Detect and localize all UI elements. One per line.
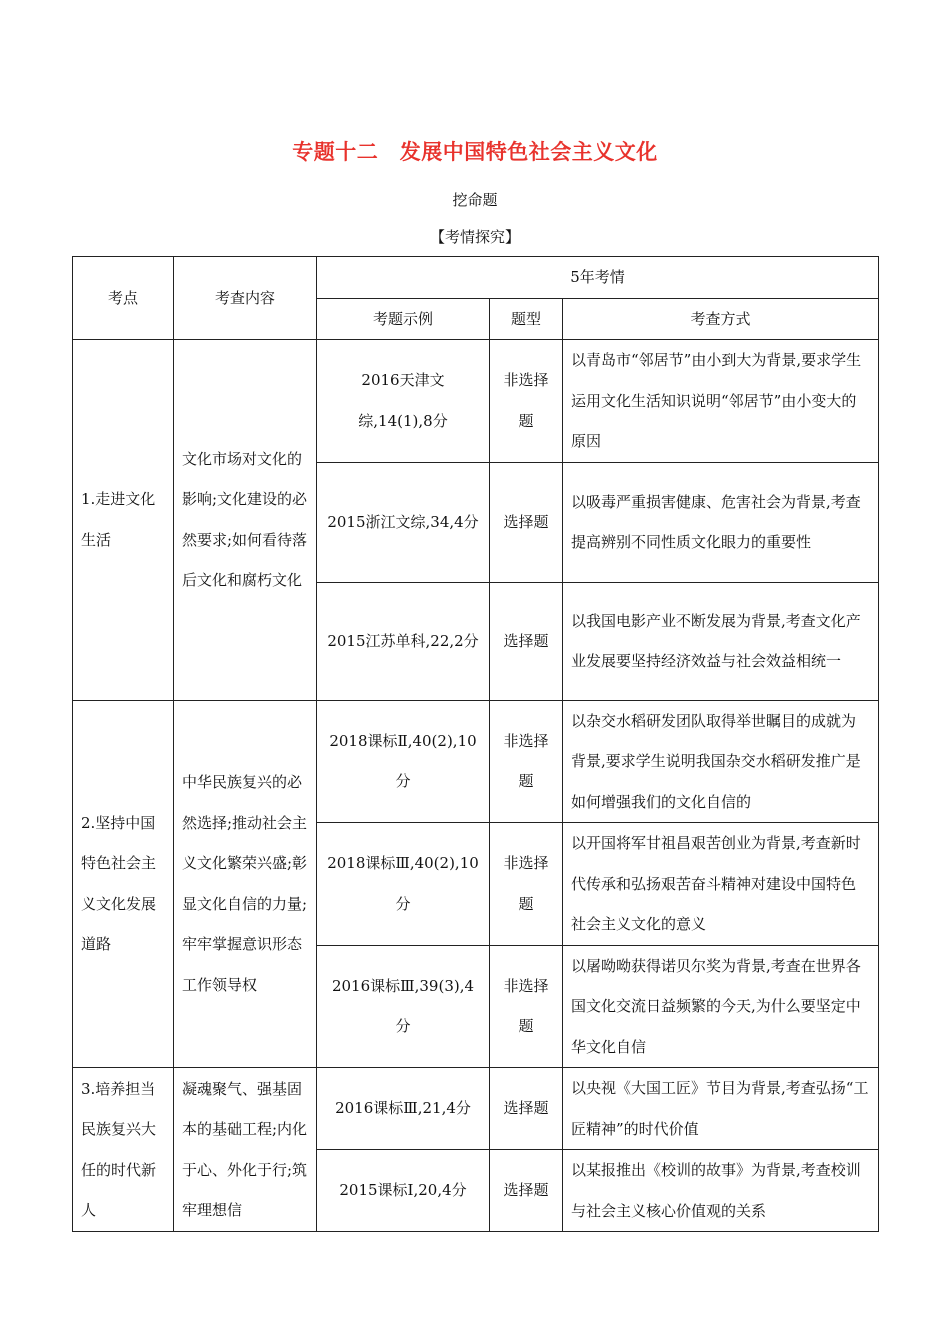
type-cell: 选择题 (490, 582, 563, 700)
type-cell: 非选择题 (490, 700, 563, 823)
method-cell: 以央视《大国工匠》节目为背景,考查弘扬“工匠精神”的时代价值 (563, 1068, 879, 1150)
method-cell: 以我国电影产业不断发展为背景,考查文化产业发展要坚持经济效益与社会效益相统一 (563, 582, 879, 700)
header-example: 考题示例 (317, 298, 490, 340)
section-heading: 【考情探究】 (429, 228, 520, 246)
method-cell: 以某报推出《校训的故事》为背景,考查校训与社会主义核心价值观的关系 (563, 1150, 879, 1232)
type-cell: 非选择题 (490, 340, 563, 463)
method-cell: 以吸毒严重损害健康、危害社会为背景,考查提高辨别不同性质文化眼力的重要性 (563, 462, 879, 582)
header-content: 考查内容 (174, 257, 317, 340)
table-row (73, 700, 879, 823)
header-five-year: 5年考情 (317, 257, 879, 299)
header-method: 考查方式 (563, 298, 879, 340)
header-point: 考点 (73, 257, 174, 340)
method-cell: 以开国将军甘祖昌艰苦创业为背景,考查新时代传承和弘扬艰苦奋斗精神对建设中国特色社会主义文化的意义 (563, 823, 879, 946)
content-cell: 凝魂聚气、强基固本的基础工程;内化于心、外化于行;筑牢理想信 (174, 1068, 317, 1232)
method-cell: 以青岛市“邻居节”由小到大为背景,要求学生运用文化生活知识说明“邻居节”由小变大的原因 (563, 340, 879, 463)
table-row (73, 340, 879, 463)
type-cell: 选择题 (490, 462, 563, 582)
example-cell: 2018课标Ⅲ,40(2),10分 (317, 823, 490, 946)
exam-analysis-table (72, 256, 879, 1232)
example-cell: 2016课标Ⅲ,39(3),4分 (317, 945, 490, 1068)
type-cell: 选择题 (490, 1068, 563, 1150)
example-cell: 2018课标Ⅱ,40(2),10分 (317, 700, 490, 823)
type-cell: 非选择题 (490, 945, 563, 1068)
method-cell: 以杂交水稻研发团队取得举世瞩目的成就为背景,要求学生说明我国杂交水稻研发推广是如何增强我们的文化自信的 (563, 700, 879, 823)
type-cell: 非选择题 (490, 823, 563, 946)
header-type: 题型 (490, 298, 563, 340)
method-cell: 以屠呦呦获得诺贝尔奖为背景,考查在世界各国文化交流日益频繁的今天,为什么要坚定中华文化自信 (563, 945, 879, 1068)
content-cell: 中华民族复兴的必然选择;推动社会主义文化繁荣兴盛;彰显文化自信的力量;牢牢掌握意识形态工作领导权 (174, 700, 317, 1068)
point-cell: 2.坚持中国特色社会主义文化发展道路 (73, 700, 174, 1068)
page-title: 专题十二 发展中国特色社会主义文化 (292, 140, 658, 164)
point-cell: 3.培养担当民族复兴大任的时代新人 (73, 1068, 174, 1232)
example-cell: 2016天津文综,14(1),8分 (317, 340, 490, 463)
point-cell: 1.走进文化生活 (73, 340, 174, 701)
content-cell: 文化市场对文化的影响;文化建设的必然要求;如何看待落后文化和腐朽文化 (174, 340, 317, 701)
example-cell: 2015课标Ⅰ,20,4分 (317, 1150, 490, 1232)
type-cell: 选择题 (490, 1150, 563, 1232)
example-cell: 2015江苏单科,22,2分 (317, 582, 490, 700)
example-cell: 2015浙江文综,34,4分 (317, 462, 490, 582)
example-cell: 2016课标Ⅲ,21,4分 (317, 1068, 490, 1150)
table-header-row (73, 257, 879, 299)
page-subtitle: 挖命题 (452, 191, 498, 209)
table-row (73, 1068, 879, 1150)
